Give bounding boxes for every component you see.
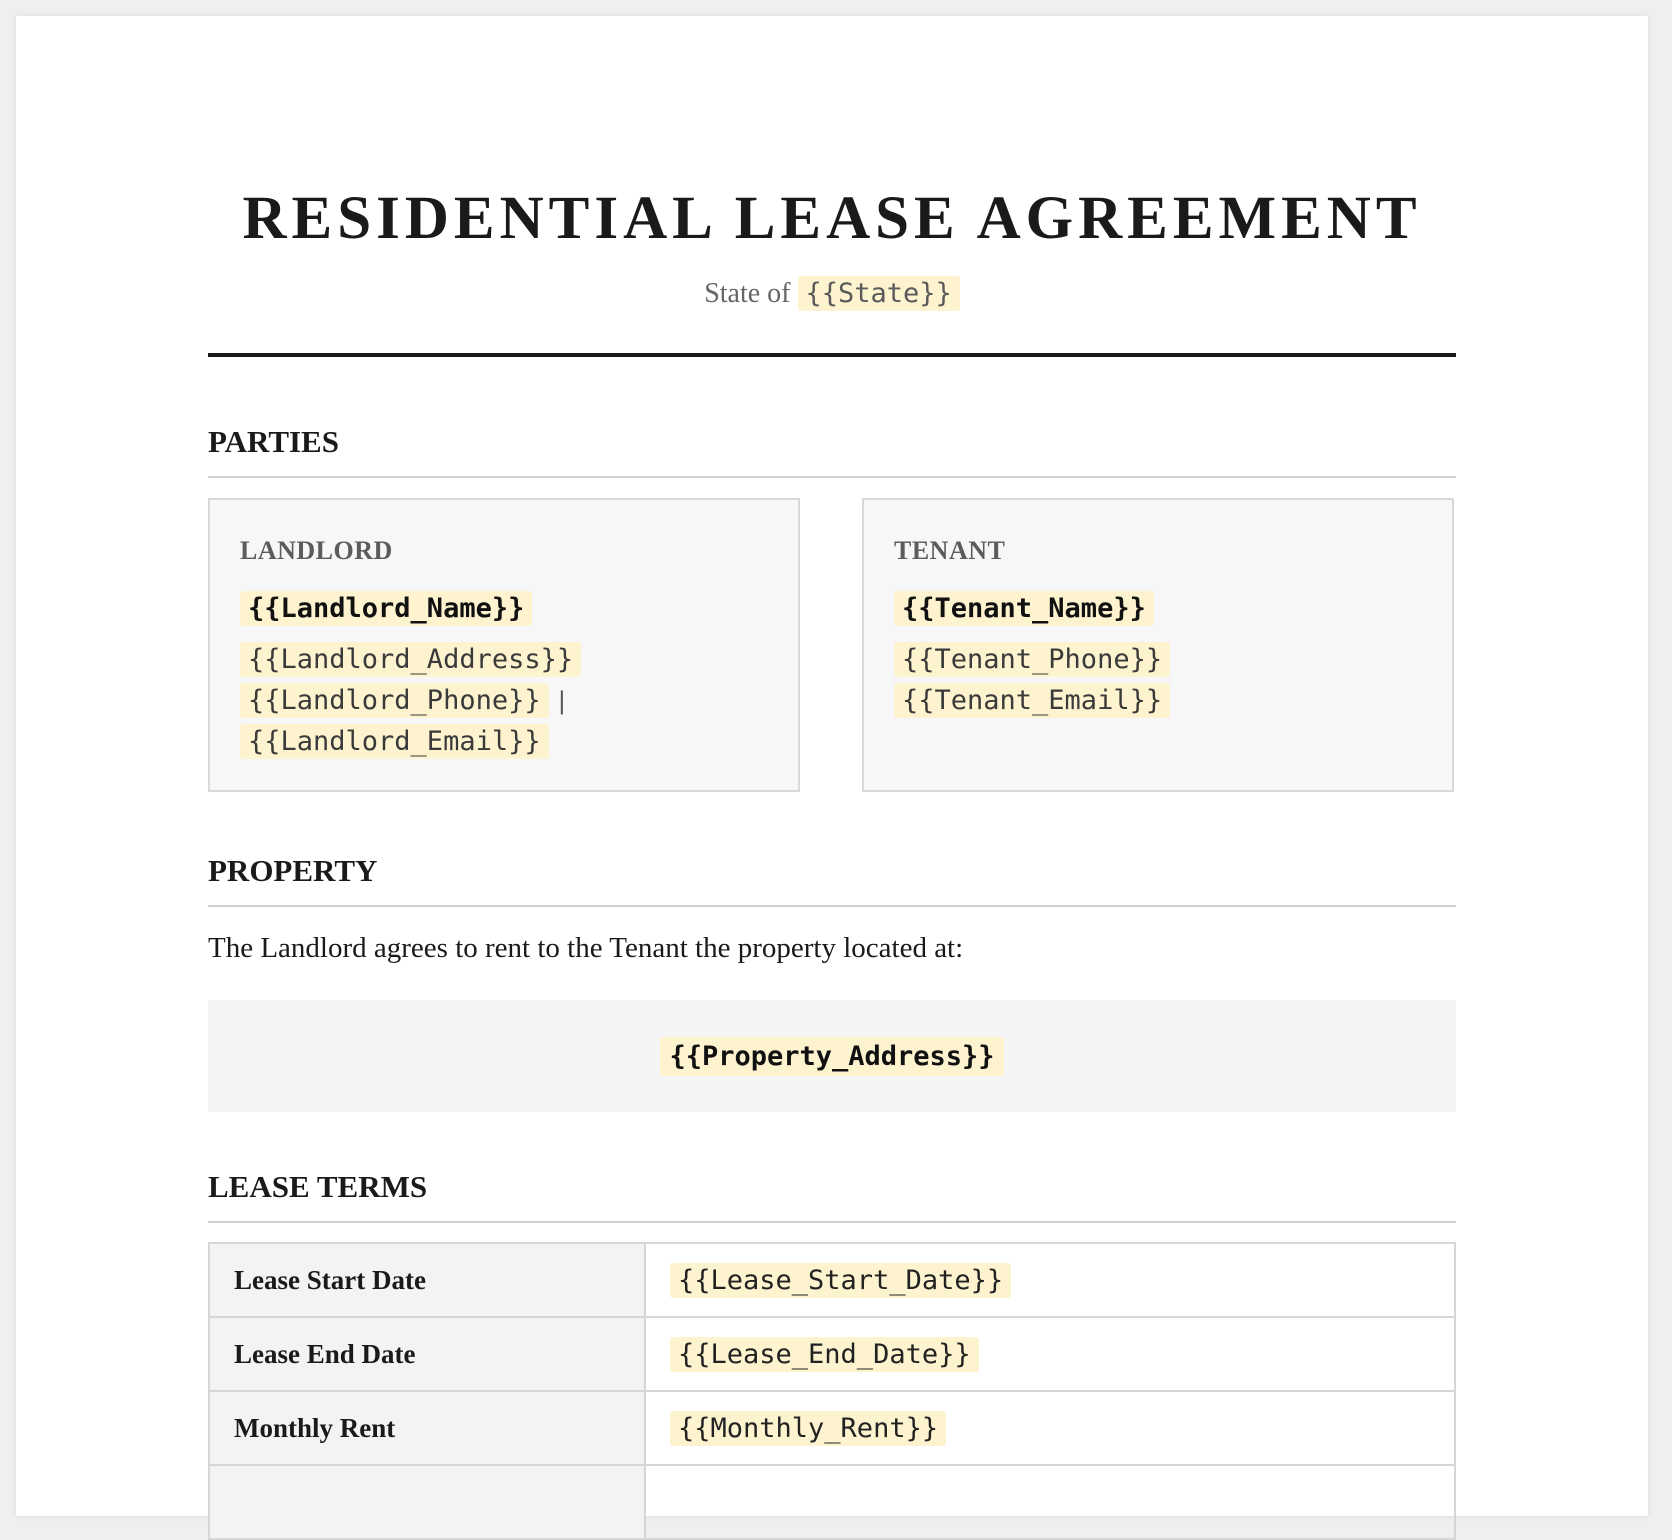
subtitle-prefix: State of <box>704 278 791 309</box>
landlord-phone-placeholder: {{Landlord_Phone}} <box>240 683 549 718</box>
term-label: Lease End Date <box>209 1317 645 1391</box>
document-subtitle <box>208 274 1456 314</box>
table-row <box>209 1317 1455 1391</box>
term-value <box>645 1391 1455 1465</box>
property-address-box <box>208 1000 1456 1112</box>
landlord-address-placeholder: {{Landlord_Address}} <box>240 642 581 677</box>
document-page <box>16 16 1648 1516</box>
tenant-email-placeholder: {{Tenant_Email}} <box>894 683 1170 718</box>
monthly-rent-placeholder: {{Monthly_Rent}} <box>670 1411 946 1446</box>
landlord-name-placeholder: {{Landlord_Name}} <box>240 591 532 626</box>
lease-end-date-placeholder: {{Lease_End_Date}} <box>670 1337 979 1372</box>
term-label: Lease Start Date <box>209 1243 645 1317</box>
term-label: Monthly Rent <box>209 1391 645 1465</box>
landlord-email-placeholder: {{Landlord_Email}} <box>240 724 549 759</box>
tenant-name-placeholder: {{Tenant_Name}} <box>894 591 1154 626</box>
title-divider <box>208 353 1456 357</box>
property-address-placeholder: {{Property_Address}} <box>660 1037 1003 1076</box>
tenant-phone-placeholder: {{Tenant_Phone}} <box>894 642 1170 677</box>
property-description: The Landlord agrees to rent to the Tenant the property located at: <box>208 932 964 964</box>
state-placeholder: {{State}} <box>798 276 960 311</box>
landlord-box <box>208 498 800 792</box>
lease-start-date-placeholder: {{Lease_Start_Date}} <box>670 1263 1011 1298</box>
landlord-contact <box>240 639 768 762</box>
term-value <box>645 1317 1455 1391</box>
tenant-label: TENANT <box>894 536 1006 565</box>
table-row <box>209 1243 1455 1317</box>
lease-terms-heading: LEASE TERMS <box>208 1165 1456 1223</box>
contact-separator: | <box>554 687 570 715</box>
tenant-box <box>862 498 1454 792</box>
lease-terms-table <box>208 1242 1456 1540</box>
landlord-label: LANDLORD <box>240 536 393 565</box>
term-value <box>645 1465 1455 1539</box>
term-label <box>209 1465 645 1539</box>
property-heading: PROPERTY <box>208 849 1456 907</box>
landlord-name <box>240 588 768 629</box>
parties-heading: PARTIES <box>208 420 1456 478</box>
document-title: RESIDENTIAL LEASE AGREEMENT <box>242 185 1422 252</box>
term-value <box>645 1243 1455 1317</box>
table-row <box>209 1465 1455 1539</box>
table-row <box>209 1391 1455 1465</box>
tenant-name <box>894 588 1422 629</box>
tenant-contact <box>894 639 1422 721</box>
